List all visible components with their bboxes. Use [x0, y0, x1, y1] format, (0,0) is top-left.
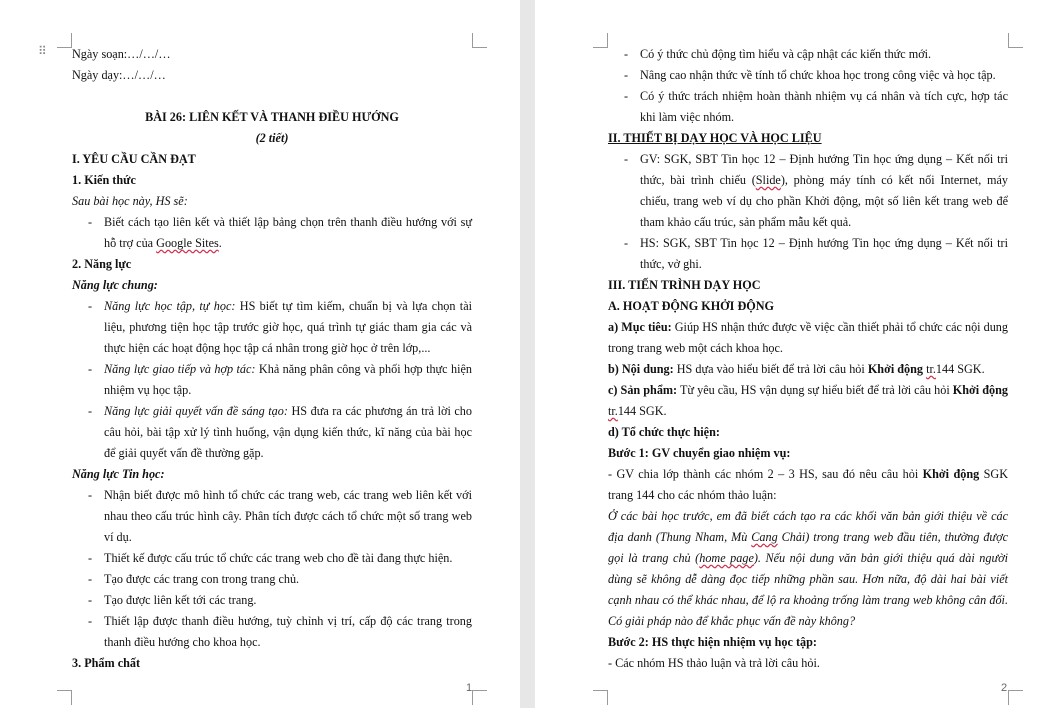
paragraph: c) Sản phẩm: Từ yêu cầu, HS vận dụng sự hiểu biết để trả lời câu hỏi Khởi động tr.144 SGK. — [608, 383, 1009, 418]
subsection-heading: 1. Kiến thức — [72, 173, 136, 187]
paragraph: d) Tổ chức thực hiện: — [608, 425, 720, 439]
page-2-body[interactable] — [608, 44, 1008, 674]
list-item: - Thiết lập được thanh điều hướng, tuỳ chỉnh vị trí, cấp độ các trang trong thanh điều hướng cho khoa học. — [88, 614, 472, 649]
list-item: - Nâng cao nhận thức về tính tổ chức khoa học trong công việc và học tập. — [624, 68, 996, 82]
list-item: - Nhận biết được mô hình tổ chức các trang web, các trang web liên kết với nhau theo cấu trúc hình cây. Phân tích được cách tổ chức một số trang web ví dụ. — [88, 488, 472, 544]
subsection-heading: 3. Phẩm chất — [72, 656, 141, 670]
subsection-heading: 2. Năng lực — [72, 257, 132, 271]
crop-mark-top-left — [593, 33, 608, 48]
paragraph: Sau bài học này, HS sẽ: — [72, 194, 188, 208]
lesson-title: BÀI 26: LIÊN KẾT VÀ THANH ĐIỀU HƯỚNG — [145, 110, 399, 124]
paragraph: - GV chia lớp thành các nhóm 2 – 3 HS, sau đó nêu câu hỏi Khởi động SGK trang 144 cho các nhóm thảo luận: — [608, 467, 1008, 502]
paragraph: a) Mục tiêu: Giúp HS nhận thức được về việc cần thiết phải tổ chức các nội dung trong trang web một cách khoa học. — [608, 320, 1008, 355]
crop-mark-bottom-right — [472, 690, 487, 705]
paragraph: b) Nội dung: HS dựa vào hiểu biết để trả lời câu hỏi Khởi động tr.144 SGK. — [608, 362, 985, 376]
crop-mark-bottom-left — [57, 690, 72, 705]
crop-mark-top-left — [57, 33, 72, 48]
crop-mark-top-right — [472, 33, 487, 48]
list-item: - Năng lực giải quyết vấn đề sáng tạo: HS đưa ra các phương án trả lời cho câu hỏi, bài tập xử lý tình huống, vận dụng kiến thức, kĩ năng của bài học để giải quyết vấn đề thường gặp. — [88, 404, 472, 460]
section-heading: III. TIẾN TRÌNH DẠY HỌC — [608, 278, 761, 292]
lesson-duration: (2 tiết) — [255, 131, 289, 145]
ngay-day: Ngày dạy:…/…/… — [72, 68, 166, 82]
list-item: - GV: SGK, SBT Tin học 12 – Định hướng Tin học ứng dụng – Kết nối tri thức, bài trình chiếu (Slide), phòng máy tính có kết nối Internet, máy chiếu, trang web ví dụ cho phần Khởi động, một số liên kết trang web để tham khảo cấu trúc, sản phẩm mẫu kết quả. — [624, 152, 1008, 229]
page-number: 1 — [466, 682, 473, 694]
list-item: - Biết cách tạo liên kết và thiết lập bảng chọn trên thanh điều hướng với sự hỗ trợ của Google Sites. — [88, 215, 472, 250]
question-paragraph: Ở các bài học trước, em đã biết cách tạo ra các khối văn bản giới thiệu về các địa danh (Thung Nham, Mù Cang Chải) trong trang web đầu tiên, thường được gọi là trang chủ (home page). Nếu nội dung văn bản giới thiệu quá dài người dùng sẽ không dễ dàng đọc tiếp những phần sau. Hơn nữa, độ dài hai bài viết cạnh nhau có thể khác nhau, để lộ ra khoảng trống làm trang web không cân đối. Có giải pháp nào để khắc phục vấn đề này không? — [608, 509, 1009, 628]
step-heading: Bước 1: GV chuyển giao nhiệm vụ: — [608, 446, 791, 460]
list-item: - Năng lực học tập, tự học: HS biết tự tìm kiếm, chuẩn bị và lựa chọn tài liệu, phương tiện học tập trước giờ học, quá trình tự giác tham gia các và thực hiện các hoạt động học tập cá nhân trong giờ học ở trên lớp,... — [88, 299, 472, 355]
page-1-body[interactable] — [72, 44, 472, 674]
subheading: Năng lực chung: — [72, 278, 158, 292]
document-page-1 — [0, 0, 520, 708]
list-item: - Tạo được liên kết tới các trang. — [88, 593, 257, 607]
crop-mark-bottom-left — [593, 690, 608, 705]
page-number: 2 — [1001, 682, 1008, 694]
document-page-2 — [535, 0, 1052, 708]
list-item: - Thiết kế được cấu trúc tổ chức các trang web cho đề tài đang thực hiện. — [88, 551, 453, 565]
activity-heading: A. HOẠT ĐỘNG KHỞI ĐỘNG — [608, 299, 775, 313]
list-item: - Tạo được các trang con trong trang chủ. — [88, 572, 300, 586]
paragraph: - Các nhóm HS thảo luận và trả lời câu hỏi. — [608, 656, 820, 670]
list-item: - HS: SGK, SBT Tin học 12 – Định hướng Tin học ứng dụng – Kết nối tri thức, vở ghi. — [624, 236, 1008, 271]
list-item: - Năng lực giao tiếp và hợp tác: Khả năng phân công và phối hợp thực hiện nhiệm vụ học tập. — [88, 362, 472, 397]
ngay-soan: Ngày soạn:…/…/… — [72, 47, 171, 61]
list-item: - Có ý thức chủ động tìm hiểu và cập nhật các kiến thức mới. — [624, 47, 932, 61]
drag-handle-icon[interactable]: ⠿ — [38, 44, 45, 58]
section-heading: II. THIẾT BỊ DẠY HỌC VÀ HỌC LIỆU — [608, 131, 822, 145]
step-heading: Bước 2: HS thực hiện nhiệm vụ học tập: — [608, 635, 817, 649]
crop-mark-bottom-right — [1008, 690, 1023, 705]
list-item: - Có ý thức trách nhiệm hoàn thành nhiệm vụ cá nhân và tích cực, hợp tác khi làm việc nhóm. — [624, 89, 1008, 124]
section-heading: I. YÊU CẦU CẦN ĐẠT — [72, 152, 196, 166]
subheading: Năng lực Tin học: — [72, 467, 165, 481]
crop-mark-top-right — [1008, 33, 1023, 48]
